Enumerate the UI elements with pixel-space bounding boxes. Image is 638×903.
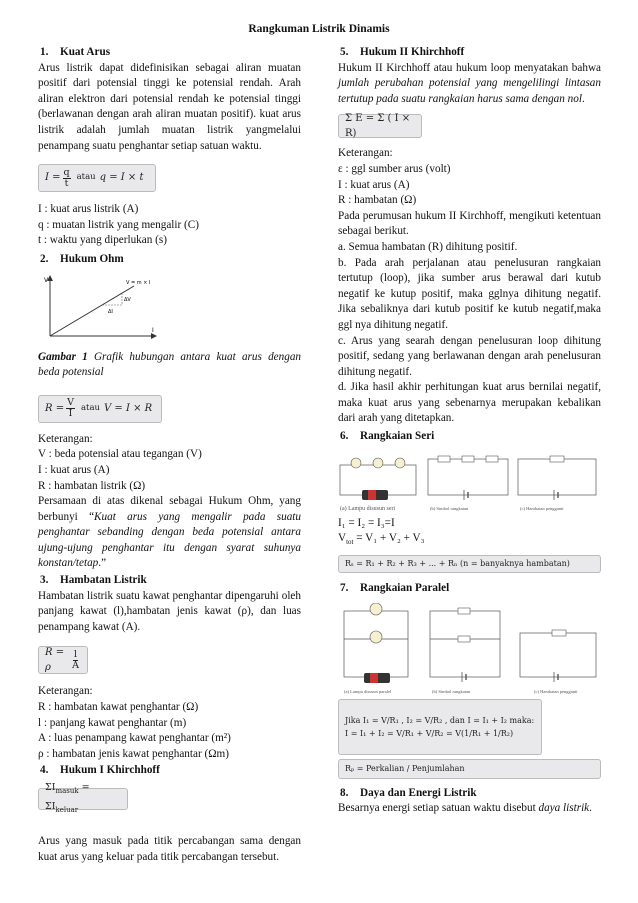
def-line: t : waktu yang diperlukan (s) [38, 234, 167, 247]
section-kirchhoff1-heading [38, 763, 301, 779]
keterangan-label: Keterangan: [38, 432, 93, 445]
section-title: Rangkaian Paralel [360, 582, 450, 595]
section-hambatan-heading [38, 573, 301, 589]
page-title: Rangkuman Listrik Dinamis [248, 23, 390, 35]
section-kirchhoff2-heading [338, 45, 601, 61]
section-kuat-arus-heading [38, 45, 301, 61]
ohm-caption [38, 350, 301, 381]
section-title: Hukum II Khirchhoff [360, 46, 465, 58]
section-title: Kuat Arus [60, 46, 111, 58]
series-caption-c: (c) Hambatan pengganti [520, 505, 564, 511]
section-paralel-heading [338, 581, 601, 597]
daya-paragraph [338, 801, 601, 817]
caption-label: Gambar 1 [38, 350, 88, 363]
section-title: Hukum I Khirchhoff [60, 764, 160, 777]
def-line: ρ : hambatan jenis kawat penghantar (Ωm) [38, 747, 229, 760]
formula-r-eq: R = [45, 402, 65, 414]
section-hukum-ohm-heading [38, 252, 301, 268]
def-line: l : panjang kawat penghantar (m) [38, 716, 187, 729]
kirchhoff2-formula [338, 114, 422, 138]
eq-sub: tot [346, 538, 354, 547]
fraction-l-over-a: $\frac{l}{A}$ [72, 648, 79, 671]
kirchhoff2-paragraph [338, 61, 601, 108]
section-seri-heading [338, 429, 601, 445]
def-line: R : hambatan listrik (Ω) [38, 479, 146, 492]
parallel-caption-c: (c) Hambatan pengganti [534, 688, 578, 694]
series-current-eq: I₁ = I₂ = I₃=I [338, 516, 395, 529]
daya-text: Besarnya energi setiap satuan waktu disebut [338, 802, 539, 815]
formula-i-eq: I = [45, 172, 61, 184]
kirchhoff2-definitions [338, 146, 601, 208]
kuat-arus-paragraph: Arus listrik dapat didefinisikan sebagai aliran muatan positif dari potensial tinggi ke potensial rendah. Arah aliran elektron dari potensial rendah ke potensial tinggi (berlawanan dengan arah aliran muatan positif). kuat arus listrik adalah jumlah muatan listrik yangmelalui penampang suatu penghantar setiap satuan waktu. [38, 61, 301, 152]
parallel-caption-b: (b) Simbol rangkaian [432, 688, 471, 694]
series-voltage-eq [338, 531, 601, 551]
section-number: 3. [40, 574, 49, 587]
section-daya-heading [338, 786, 601, 802]
def-line: I : kuat arus listrik (A) [38, 203, 139, 216]
hambatan-formula [38, 646, 88, 674]
section-number: 5. [340, 46, 349, 58]
section-title: Daya dan Energi Listrik [360, 786, 477, 799]
kirchhoff2-text-end: . [581, 92, 585, 105]
ohm-text-end: .” [98, 557, 107, 570]
svg-text:V: V [44, 276, 49, 284]
ohm-paragraph [38, 494, 301, 572]
def-line: R : hambatan kawat penghantar (Ω) [38, 701, 199, 714]
parallel-caption-a: (a) Lampu disusun paralel [344, 688, 392, 694]
formula-or: atau [76, 172, 96, 183]
ohm-definitions [38, 432, 301, 494]
section-title: Rangkaian Seri [360, 430, 435, 443]
def-line: R : hambatan (Ω) [338, 194, 417, 207]
rule-item: a. Semua hambatan (R) dihitung positif. [338, 240, 518, 253]
kuat-arus-definitions [38, 202, 301, 249]
ohm-law-statement: Kuat arus yang mengalir pada suatu penghantar sebanding dengan beda potensial antara ujung-ujung penghantar itu dengan syarat suhunya konstan/tetap [38, 510, 301, 570]
def-line: q : muatan listrik yang mengalir (C) [38, 218, 199, 231]
parallel-total-formula [338, 759, 601, 779]
formula-q: q = I × t [99, 172, 144, 184]
ohm-graph-figure [42, 272, 162, 342]
svg-text:ΔV: ΔV [124, 296, 131, 303]
def-line: A : luas penampang kawat penghantar (m²) [38, 732, 231, 745]
series-equivalent-drawing [518, 456, 596, 511]
fraction-q-over-t: $\frac{q}{t}$ [63, 166, 70, 189]
right-column [338, 36, 601, 817]
rule-item: c. Arus yang searah dengan penelusuran loop dihitung positif, sedang yang berlawanan dengan arah penelusuran dihitung negatif. [338, 334, 601, 378]
daya-term: daya listrik [538, 802, 590, 815]
hambatan-definitions [38, 684, 301, 762]
ohm-formula [38, 395, 162, 423]
series-caption-a: (a) Lampu disusun seri [340, 505, 396, 512]
kirchhoff2-statement: jumlah perubahan potensial yang mengelilingi lintasan tertutup pada suatu rangkaian harus sama dengan nol [338, 77, 601, 105]
ohm-text: Persamaan di atas dikenal sebagai Hukum Ohm, yang berbunyi “ [38, 495, 301, 523]
series-circuit-figure [338, 449, 601, 513]
section-title: Hukum Ohm [60, 252, 124, 265]
def-line: V : beda potensial atau tegangan (V) [38, 448, 202, 461]
series-caption-b: (b) Simbol rangkaian [430, 505, 469, 511]
parallel-formula [338, 699, 542, 755]
keterangan-label: Keterangan: [38, 685, 93, 698]
eq-v: V [338, 532, 347, 545]
section-number: 2. [40, 252, 49, 265]
kirchhoff2-text: Hukum II Kirchhoff atau hukum loop menyatakan bahwa [338, 61, 601, 74]
kirchhoff1-paragraph: Arus yang masuk pada titik percabangan sama dengan kuat arus yang keluar pada titik percabangan tersebut. [38, 835, 301, 863]
formula-v: V = I × R [104, 402, 153, 414]
formula-line: I = I₁ + I₂ = V/R₁ + V/R₂ = V(1/R₁ + 1/R₂) [345, 728, 514, 738]
section-number: 4. [40, 764, 49, 777]
keterangan-label: Keterangan: [338, 147, 393, 160]
kuat-arus-formula [38, 164, 156, 192]
kirchhoff2-rules-intro: Pada perumusan hukum II Kirchhoff, mengikuti ketentuan sebagai berikut. [338, 209, 601, 238]
series-symbol-drawing [428, 456, 508, 511]
caption-text: Grafik hubungan antara kuat arus dengan beda potensial [38, 350, 302, 379]
section-number: 7. [340, 582, 349, 595]
svg-text:ΔI: ΔI [108, 308, 113, 315]
parallel-symbol-drawing [430, 608, 500, 694]
def-line: ε : ggl sumber arus (volt) [338, 162, 451, 175]
formula-text: Σ E = Σ ( I × R) [345, 112, 411, 140]
kirchhoff1-formula [38, 781, 128, 814]
section-title: Hambatan Listrik [60, 574, 147, 587]
section-number: 6. [340, 430, 349, 443]
parallel-lamps-drawing [344, 603, 408, 694]
parallel-circuit-figure [338, 603, 601, 695]
fraction-v-over-i: $\frac{V}{I}$ [67, 397, 74, 420]
left-column [38, 36, 301, 865]
formula-text: Rₛ = R₁ + R₂ + R₃ + ... + Rₙ (n = banyaknya hambatan) [345, 559, 570, 569]
svg-text:I: I [152, 326, 154, 334]
section-number: 8. [340, 786, 349, 799]
formula-r-rho: R = ρ [45, 646, 65, 674]
formula-text: Rₚ = Perkalian / Penjumlahan [345, 763, 465, 773]
hambatan-paragraph: Hambatan listrik suatu kawat penghantar dipengaruhi oleh panjang kawat (l),hambatan jenis kawat (ρ), dan luas penampang kawat (A). [38, 589, 301, 633]
daya-text-end: . [589, 802, 592, 815]
graph-label: V = m × I [126, 279, 151, 286]
def-line: I : kuat arus (A) [38, 463, 110, 476]
sum-i-in: $\Sigma I_{masuk} = \Sigma I_{keluar}$ [45, 781, 90, 814]
rule-item: d. Jika hasil akhir perhitungan kuat arus bernilai negatif, maka kuat arus yang sebenarnya merupakan kebalikan dari arah yang ditetapkan. [338, 381, 601, 425]
formula-or: atau [80, 402, 100, 413]
formula-line: Jika I₁ = V/R₁ , I₂ = V/R₂ , dan I = I₁ + I₂ maka: [345, 715, 535, 725]
rule-item: b. Pada arah perjalanan atau penelusuran rangkaian tertutup (loop), jika sumber arus berawal dari kutub negatif ke kutup positif, maka gglnya dihitung negatif. Jika sebaliknya dari kutub positif ke kutub negatif,maka ggl nya dihitung negatif. [338, 256, 601, 331]
section-number: 1. [40, 46, 49, 58]
parallel-equivalent-drawing [520, 630, 596, 694]
def-line: I : kuat arus (A) [338, 178, 410, 191]
series-resistance-formula [338, 555, 601, 573]
series-lamps-drawing [340, 458, 416, 512]
eq-rhs: = V₁ + V₂ + V₃ [353, 532, 425, 545]
